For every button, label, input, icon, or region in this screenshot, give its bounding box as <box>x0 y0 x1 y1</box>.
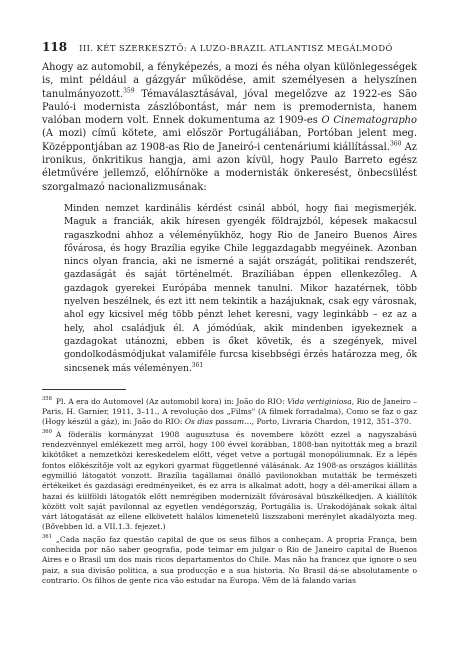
block-quote <box>64 203 417 376</box>
footnote <box>42 430 417 533</box>
footnote-ref[interactable]: 359 <box>123 87 135 95</box>
text-run: Témaválasztásával, jóval megelőzve az 1922-es São Pauló-i modernista zászlóbontást, már nem is premodernista, hanem valóban modern volt. Ennek dokumentuma az 1909-es <box>42 88 417 127</box>
text-run: Az ironikus, önkritikus hangja, ami azon kívül, hogy Paulo Barreto egész életművére jellemző, előhírnöke a modernisták önkeresést, önbecsülést szorgalmazó nacionalizmusának: <box>42 141 417 193</box>
footnote <box>42 397 417 428</box>
running-head: III. KÉT SZERKESZTŐ: A LUZO-BRAZIL ATLANTISZ MEGÁLMODÓ <box>79 43 393 53</box>
text-run: (A mozi) című kötete, ami először Portugáliában, Portóban jelent meg. Középpontjában az 1908-as Rio de Janeiró-i centenáriumi kiállítással. <box>42 128 417 153</box>
footnote-number: 361 <box>42 534 52 541</box>
body-text <box>42 61 417 194</box>
footnote-number: 360 <box>42 429 52 436</box>
page-number: 118 <box>42 40 68 54</box>
footnote-ref[interactable]: 360 <box>389 140 402 148</box>
footnotes <box>42 397 417 586</box>
body-paragraph <box>42 61 417 194</box>
footnote-text: „Cada nação faz questão capital de que os seus filhos a conheçam. A propria França, bem conhecida por não saber geografia, pode teimar em julgar o Rio de Janeiro capital de Buenos Aires e o Brasil um dos mais ricos departamentos do Chile. Mas não ha francez que ignore o seu paiz, a sua divisão politica, a sua producção e a sua historia. No Brasil dá-se absolutamente o contrario. Os filhos de gente rica vão estudar na Europa. Vêm de lá falando varias <box>42 534 417 585</box>
page-header <box>42 40 417 54</box>
text-run: Ahogy az automobil, a fényképezés, a mozi és néha olyan különlegességek is, mint például a gázgyár működése, amit személyesen a helyszínen tanulmányozott. <box>42 62 417 100</box>
book-title: O Cinematographo <box>321 115 417 127</box>
footnote-text: Pl. A era do Automovel (Az automobil kora) in: João do RIO: <box>55 396 288 406</box>
quote-text: Minden nemzet kardinális kérdést csinál abból, hogy fiai megismerjék. Maguk a franciák, akik híresen gyengék földrajzból, képesek makacsul ragaszkodni ahhoz a véleményükhöz, hogy Rio de Janeiro Buenos Aires fővárosa, és hogy Brazília egyike Chile leggazdagabb megyéinek. Azonban nincs olyan francia, aki ne ismerné a saját országát, politikai rendszerét, gazdaságát és saját történelmét. Brazíliában éppen ellenkezőleg. A gazdagok gyerekei Európába mennek tanulni. Mikor hazatérnek, több nyelven beszélnek, és ezt itt nem tekintik a hazájuknak, csak egy városnak, ahol egy kicsivel még több pénzt lehet keresni, vagy leginkább – ez az a hely, ahol családjuk él. A jómódúak, akik mindenben igyekeznek a gazdagokat utánozni, ebben is őket követik, és a szegények, mivel gondolkodásmódjukat valamiféle furcsa kisebbségi érzés határozza meg, ők sincsenek más véleményen. <box>64 203 417 374</box>
footnote-text: , Porto, Livraria Chardon, 1912, 351–370. <box>251 417 412 427</box>
book-title: Os dias passam… <box>184 417 252 427</box>
quote-paragraph <box>64 203 417 376</box>
footnote-text: A föderális kormányzat 1908 augusztusa és novembere között ezzel a nagyszabású rendezvénnyel emlékezett meg arról, hogy 100 évvel korábban, 1808-ban nyitották meg a brazil kikötőket a nemzetközi kereskedelem előtt, véget vetve a portugál monopóliumnak. Ez a lépés fontos előkészítője volt az egykori gyarmat függetlenné válásának. Az 1908-as országos kiállítás egymillió látogatót vonzott. Brazília tagállamai önálló pavilonokban mutatták be természeti értékeiket és gazdasági eredményeiket, és ez arra is alkalmat adott, hogy a dél-amerikai állam a hazai és külföldi látogatók előtt nemrégiben modernizált fővárosával büszkélkedjen. A kiállítók között volt saját pavilonnal az egyetlen vendégország, Portugália is. Urakodójának sokak által várt látogatását az ellene elkövetett halálos kimenetelű liszszaboni merénylet akadályozta meg. (Bővebben ld. a VII.1.3. fejezet.) <box>42 429 417 532</box>
footnote-number: 358 <box>42 396 52 403</box>
footnote <box>42 535 417 586</box>
footnote-text: , Rio de Janeiro – Paris, H. Garnier, 1911, 3–11., A revolução dos „Films" (A filmek forradalma), Como se faz o gaz (Hogy készül a gáz), in: João do RIO: <box>42 396 418 427</box>
footnote-ref[interactable]: 361 <box>191 361 204 369</box>
footnote-divider <box>42 389 126 390</box>
book-title: Vida vertiginiosa <box>287 396 352 406</box>
